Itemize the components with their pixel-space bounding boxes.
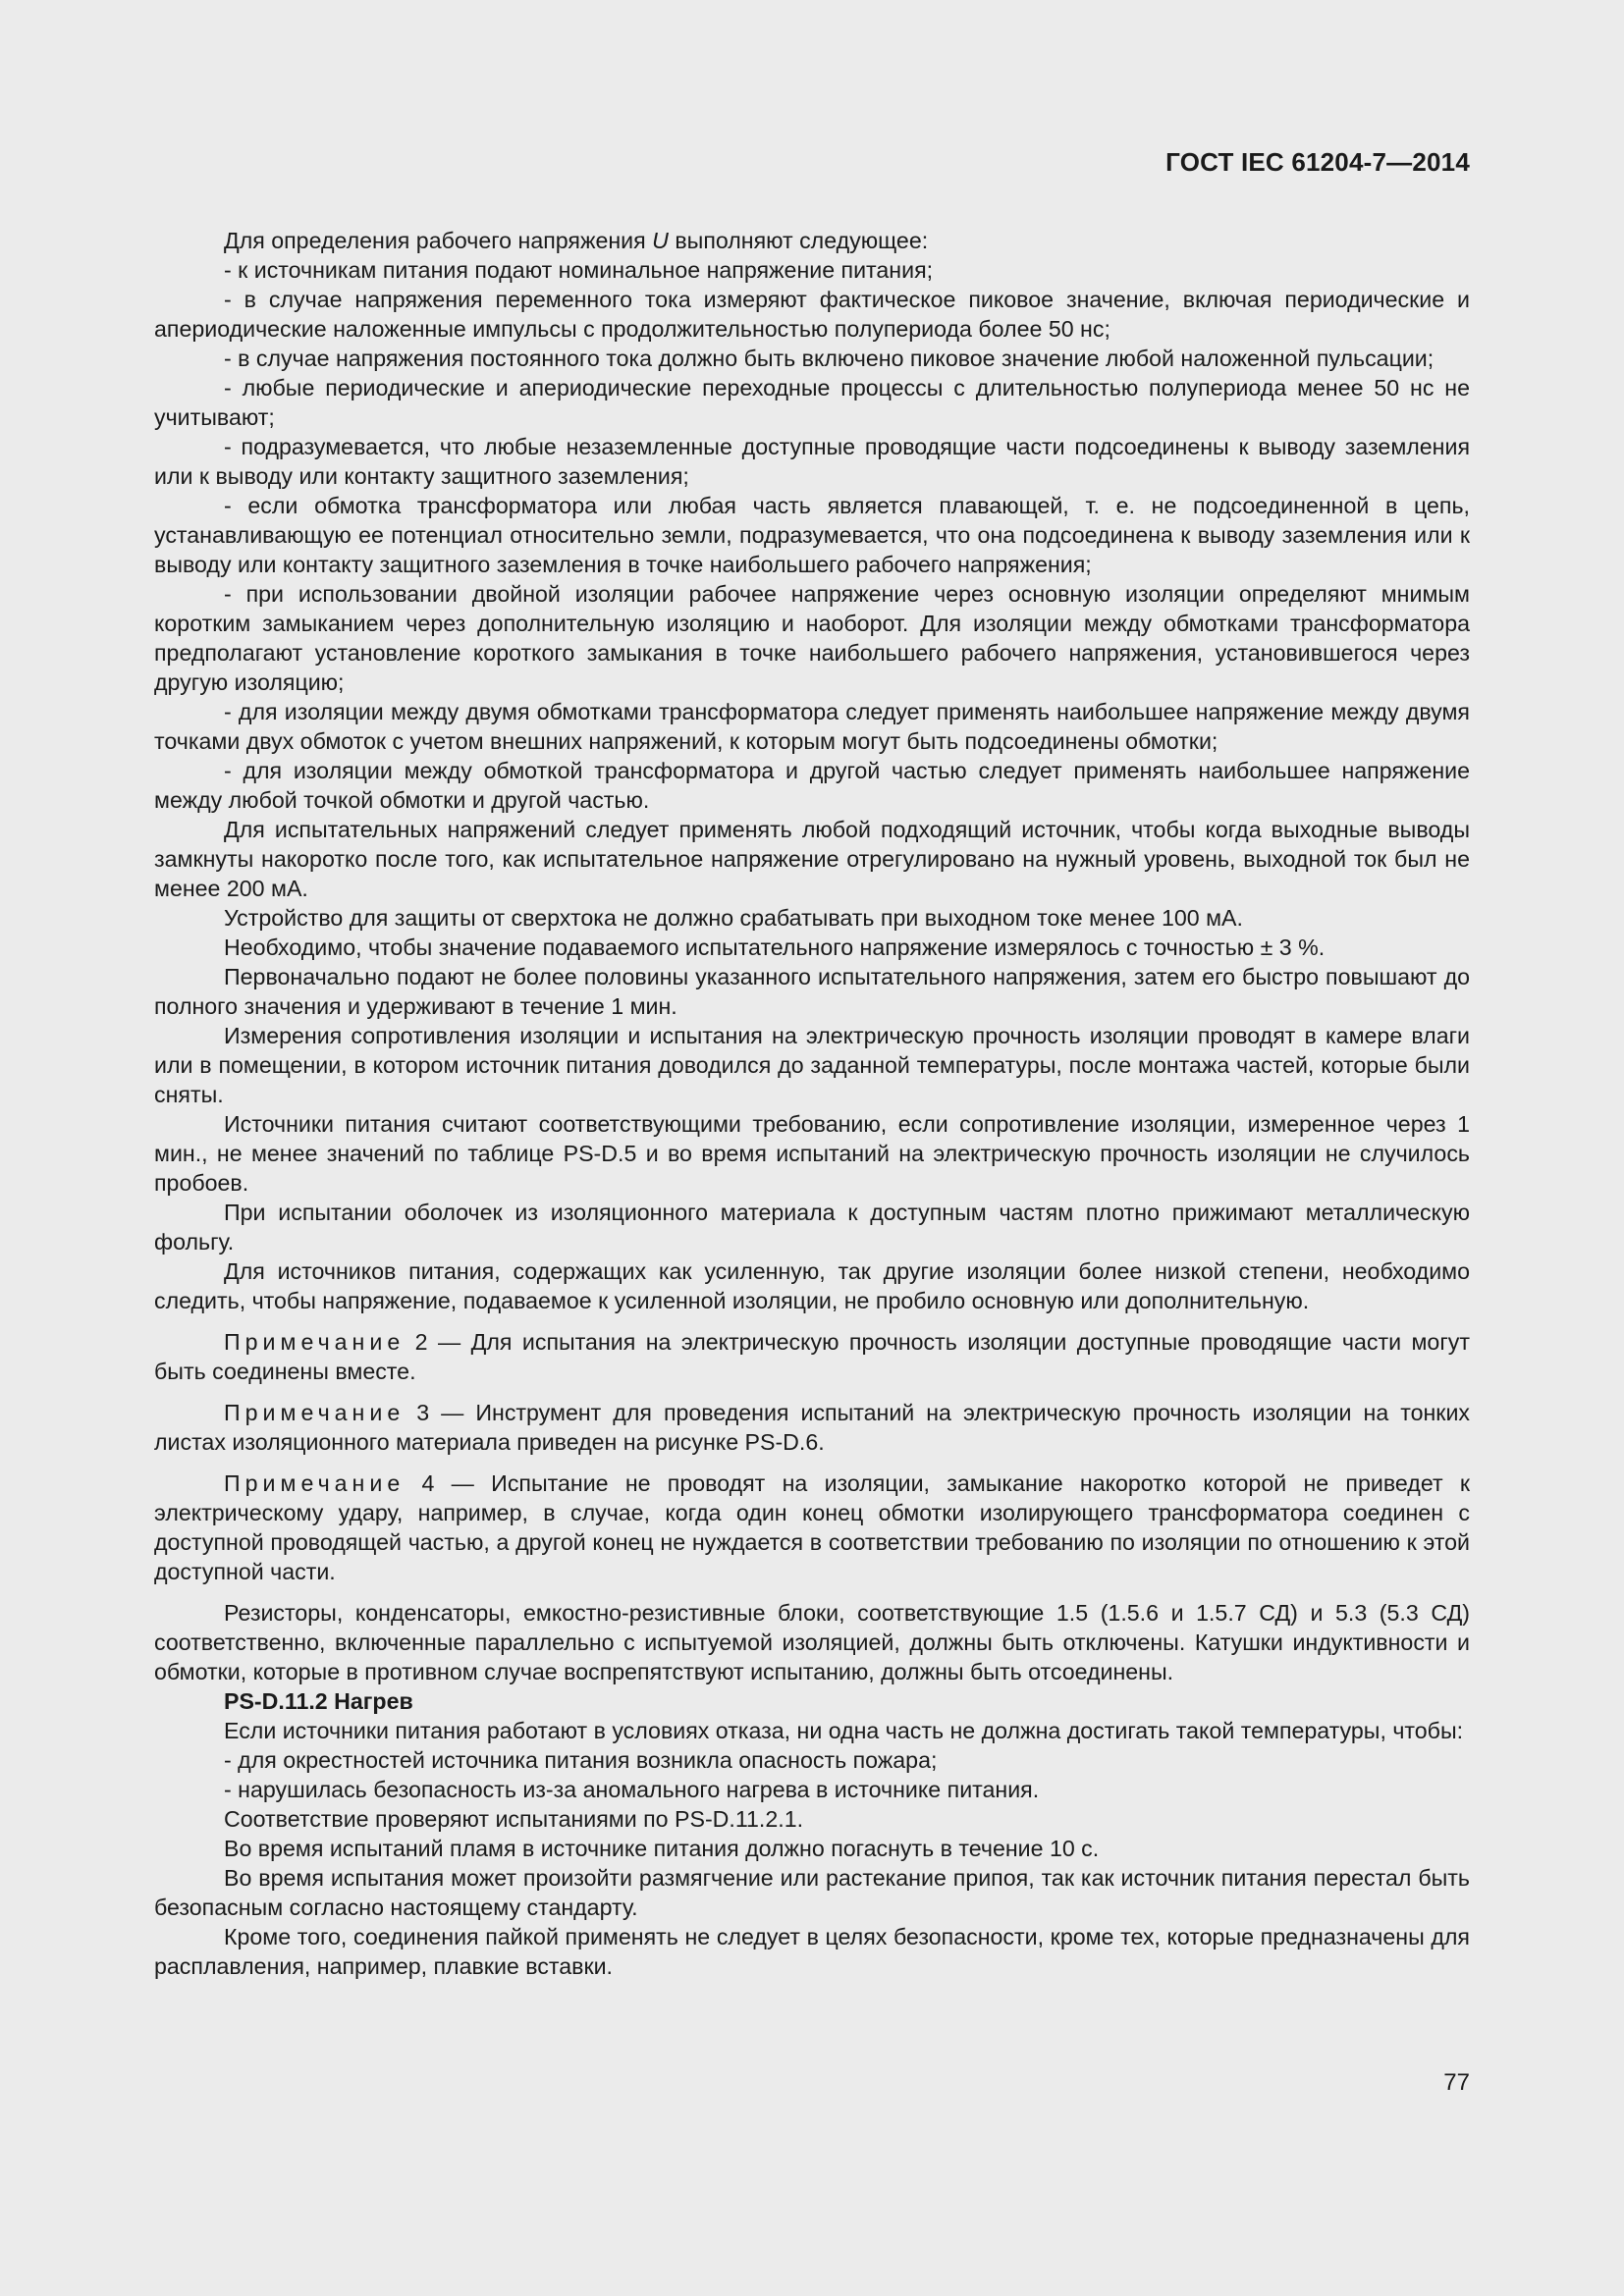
section-intro: Если источники питания работают в условиях отказа, ни одна часть не должна достигать такой температуры, чтобы:: [224, 1718, 1464, 1743]
note-label: Примечание: [224, 1470, 406, 1496]
note-text: 3 — Инструмент для проведения испытаний на электрическую прочность изоляции на тонких листах изоляционного материала приведен на рисунке PS-D.6.: [154, 1400, 1470, 1455]
voltage-variable: U: [652, 228, 669, 253]
section-list-item: - для окрестностей источника питания возникла опасность пожара;: [224, 1747, 938, 1773]
list-item: - для изоляции между обмоткой трансформатора и другой частью следует применять наибольшее напряжение между любой точкой обмотки и другой частью.: [154, 758, 1470, 813]
section-list-item: - нарушилась безопасность из-за аномального нагрева в источнике питания.: [224, 1777, 1040, 1802]
list-item: - если обмотка трансформатора или любая часть является плавающей, т. е. не подсоединенной в цепь, устанавливающую ее потенциал относительно земли, подразумевается, что она подсоединена к выводу заземления или к выводу или контакту защитного заземления в точке наибольшего рабочего напряжения;: [154, 493, 1470, 577]
list-item: - подразумевается, что любые незаземленные доступные проводящие части подсоединены к выводу заземления или к выводу или контакту защитного заземления;: [154, 434, 1470, 489]
note-text: 4 — Испытание не проводят на изоляции, замыкание накоротко которой не приведет к электрическому удару, например, в случае, когда один конец обмотки изолирующего трансформатора соединен с доступной проводящей частью, а другой конец не нуждается в соответствии требованию по изоляции по отношению к этой доступной части.: [154, 1470, 1470, 1584]
note-2: [154, 1327, 1470, 1386]
body-paragraph: Первоначально подают не более половины указанного испытательного напряжения, затем его быстро повышают до полного значения и удерживают в течение 1 мин.: [154, 964, 1470, 1019]
body-paragraph: Источники питания считают соответствующими требованию, если сопротивление изоляции, измеренное через 1 мин., не менее значений по таблице PS-D.5 и во время испытаний на электрическую прочность изоляции не случилось пробоев.: [154, 1111, 1470, 1196]
intro-paragraph: [154, 226, 1470, 255]
intro-text-end: выполняют следующее:: [668, 228, 929, 253]
note-text: 2 — Для испытания на электрическую прочность изоляции доступные проводящие части могут быть соединены вместе.: [154, 1329, 1470, 1384]
list-item: - в случае напряжения постоянного тока должно быть включено пиковое значение любой наложенной пульсации;: [224, 346, 1435, 371]
section-paragraph: Соответствие проверяют испытаниями по PS-D.11.2.1.: [224, 1806, 804, 1832]
note-label: Примечание: [224, 1400, 406, 1425]
note-4: [154, 1468, 1470, 1586]
page-number: 77: [1443, 2069, 1470, 2096]
note-label: Примечание: [224, 1329, 406, 1355]
section-heading: PS-D.11.2 Нагрев: [224, 1688, 413, 1714]
body-paragraph: Необходимо, чтобы значение подаваемого испытательного напряжение измерялось с точностью ± 3 %.: [224, 934, 1326, 960]
section-paragraph: Во время испытаний пламя в источнике питания должно погаснуть в течение 10 с.: [224, 1836, 1100, 1861]
intro-text-start: Для определения рабочего напряжения: [224, 228, 653, 253]
note-3: [154, 1398, 1470, 1457]
list-item: - для изоляции между двумя обмотками трансформатора следует применять наибольшее напряжение между двумя точками двух обмоток с учетом внешних напряжений, к которым могут быть подсоединены обмотки;: [154, 699, 1470, 754]
body-paragraph: Для источников питания, содержащих как усиленную, так другие изоляции более низкой степени, необходимо следить, чтобы напряжение, подаваемое к усиленной изоляции, не пробило основную или дополнительную.: [154, 1258, 1470, 1313]
list-item: - в случае напряжения переменного тока измеряют фактическое пиковое значение, включая периодические и апериодические наложенные импульсы с продолжительностью полупериода более 50 нс;: [154, 287, 1470, 342]
list-item: - любые периодические и апериодические переходные процессы с длительностью полупериода менее 50 нс не учитывают;: [154, 375, 1470, 430]
list-item: - при использовании двойной изоляции рабочее напряжение через основную изоляции определяют мнимым коротким замыканием через дополнительную изоляцию и наоборот. Для изоляции между обмотками трансформатора предполагают установление короткого замыкания в точке наибольшего рабочего напряжения, установившегося через другую изоляцию;: [154, 581, 1470, 695]
body-paragraph: Для испытательных напряжений следует применять любой подходящий источник, чтобы когда выходные выводы замкнуты накоротко после того, как испытательное напряжение отрегулировано на нужный уровень, выходной ток был не менее 200 мА.: [154, 817, 1470, 901]
section-paragraph: Во время испытания может произойти размягчение или растекание припоя, так как источник питания перестал быть безопасным согласно настоящему стандарту.: [154, 1865, 1470, 1920]
body-paragraph: Устройство для защиты от сверхтока не должно срабатывать при выходном токе менее 100 мА.: [224, 905, 1243, 931]
list-item: - к источникам питания подают номинальное напряжение питания;: [224, 257, 934, 283]
page-body: [154, 226, 1470, 1981]
section-paragraph: Кроме того, соединения пайкой применять не следует в целях безопасности, кроме тех, которые предназначены для расплавления, например, плавкие вставки.: [154, 1924, 1470, 1979]
body-paragraph: При испытании оболочек из изоляционного материала к доступным частям плотно прижимают металлическую фольгу.: [154, 1200, 1470, 1255]
body-paragraph: Измерения сопротивления изоляции и испытания на электрическую прочность изоляции проводят в камере влаги или в помещении, в котором источник питания доводился до заданной температуры, после монтажа частей, которые были сняты.: [154, 1023, 1470, 1107]
document-code-header: ГОСТ IEC 61204-7—2014: [1165, 147, 1470, 177]
components-paragraph: Резисторы, конденсаторы, емкостно-резистивные блоки, соответствующие 1.5 (1.5.6 и 1.5.7 СД) и 5.3 (5.3 СД) соответственно, включенные параллельно с испытуемой изоляцией, должны быть отключены. Катушки индуктивности и обмотки, которые в противном случае воспрепятствуют испытанию, должны быть отсоединены.: [154, 1600, 1470, 1684]
